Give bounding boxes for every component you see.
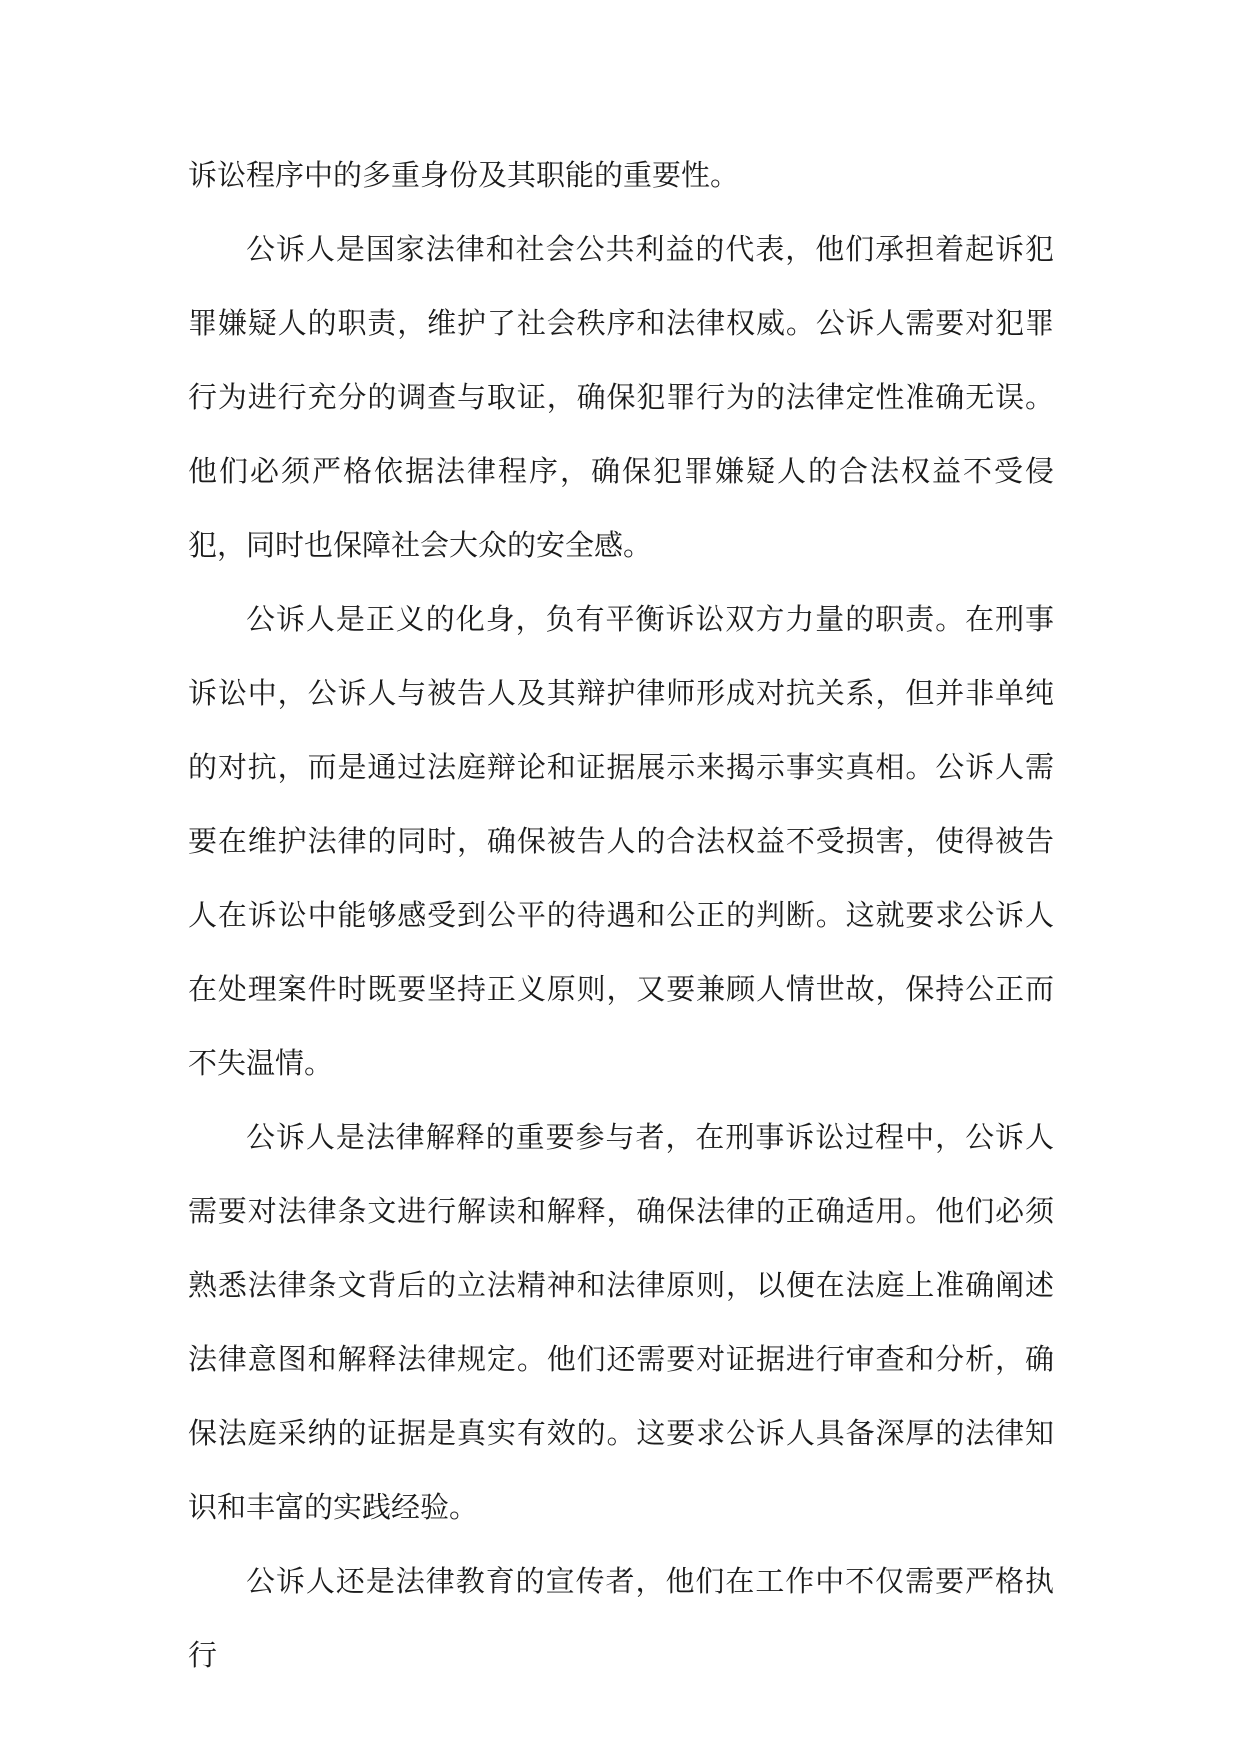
- paragraph-prosecutor-justice: 公诉人是正义的化身，负有平衡诉讼双方力量的职责。在刑事诉讼中，公诉人与被告人及其辩护律师形成对抗关系，但并非单纯的对抗，而是通过法庭辩论和证据展示来揭示事实真相。公诉人需要在维护法律的同时，确保被告人的合法权益不受损害，使得被告人在诉讼中能够感受到公平的待遇和公正的判断。这就要求公诉人在处理案件时既要坚持正义原则，又要兼顾人情世故，保持公正而不失温情。: [188, 602, 1054, 1080]
- paragraph-prosecutor-legal-interpretation: 公诉人是法律解释的重要参与者，在刑事诉讼过程中，公诉人需要对法律条文进行解读和解释，确保法律的正确适用。他们必须熟悉法律条文背后的立法精神和法律原则，以便在法庭上准确阐述法律意图和解释法律规定。他们还需要对证据进行审查和分析，确保法庭采纳的证据是真实有效的。这要求公诉人具备深厚的法律知识和丰富的实践经验。: [188, 1120, 1054, 1524]
- document-body: [188, 138, 1054, 1692]
- paragraph-prosecutor-representative: 公诉人是国家法律和社会公共利益的代表，他们承担着起诉犯罪嫌疑人的职责，维护了社会秩序和法律权威。公诉人需要对犯罪行为进行充分的调查与取证，确保犯罪行为的法律定性准确无误。他们必须严格依据法律程序，确保犯罪嫌疑人的合法权益不受侵犯，同时也保障社会大众的安全感。: [188, 232, 1054, 562]
- paragraph-continuation: 诉讼程序中的多重身份及其职能的重要性。: [188, 158, 740, 192]
- paragraph-prosecutor-legal-education: 公诉人还是法律教育的宣传者，他们在工作中不仅需要严格执行: [188, 1564, 1054, 1672]
